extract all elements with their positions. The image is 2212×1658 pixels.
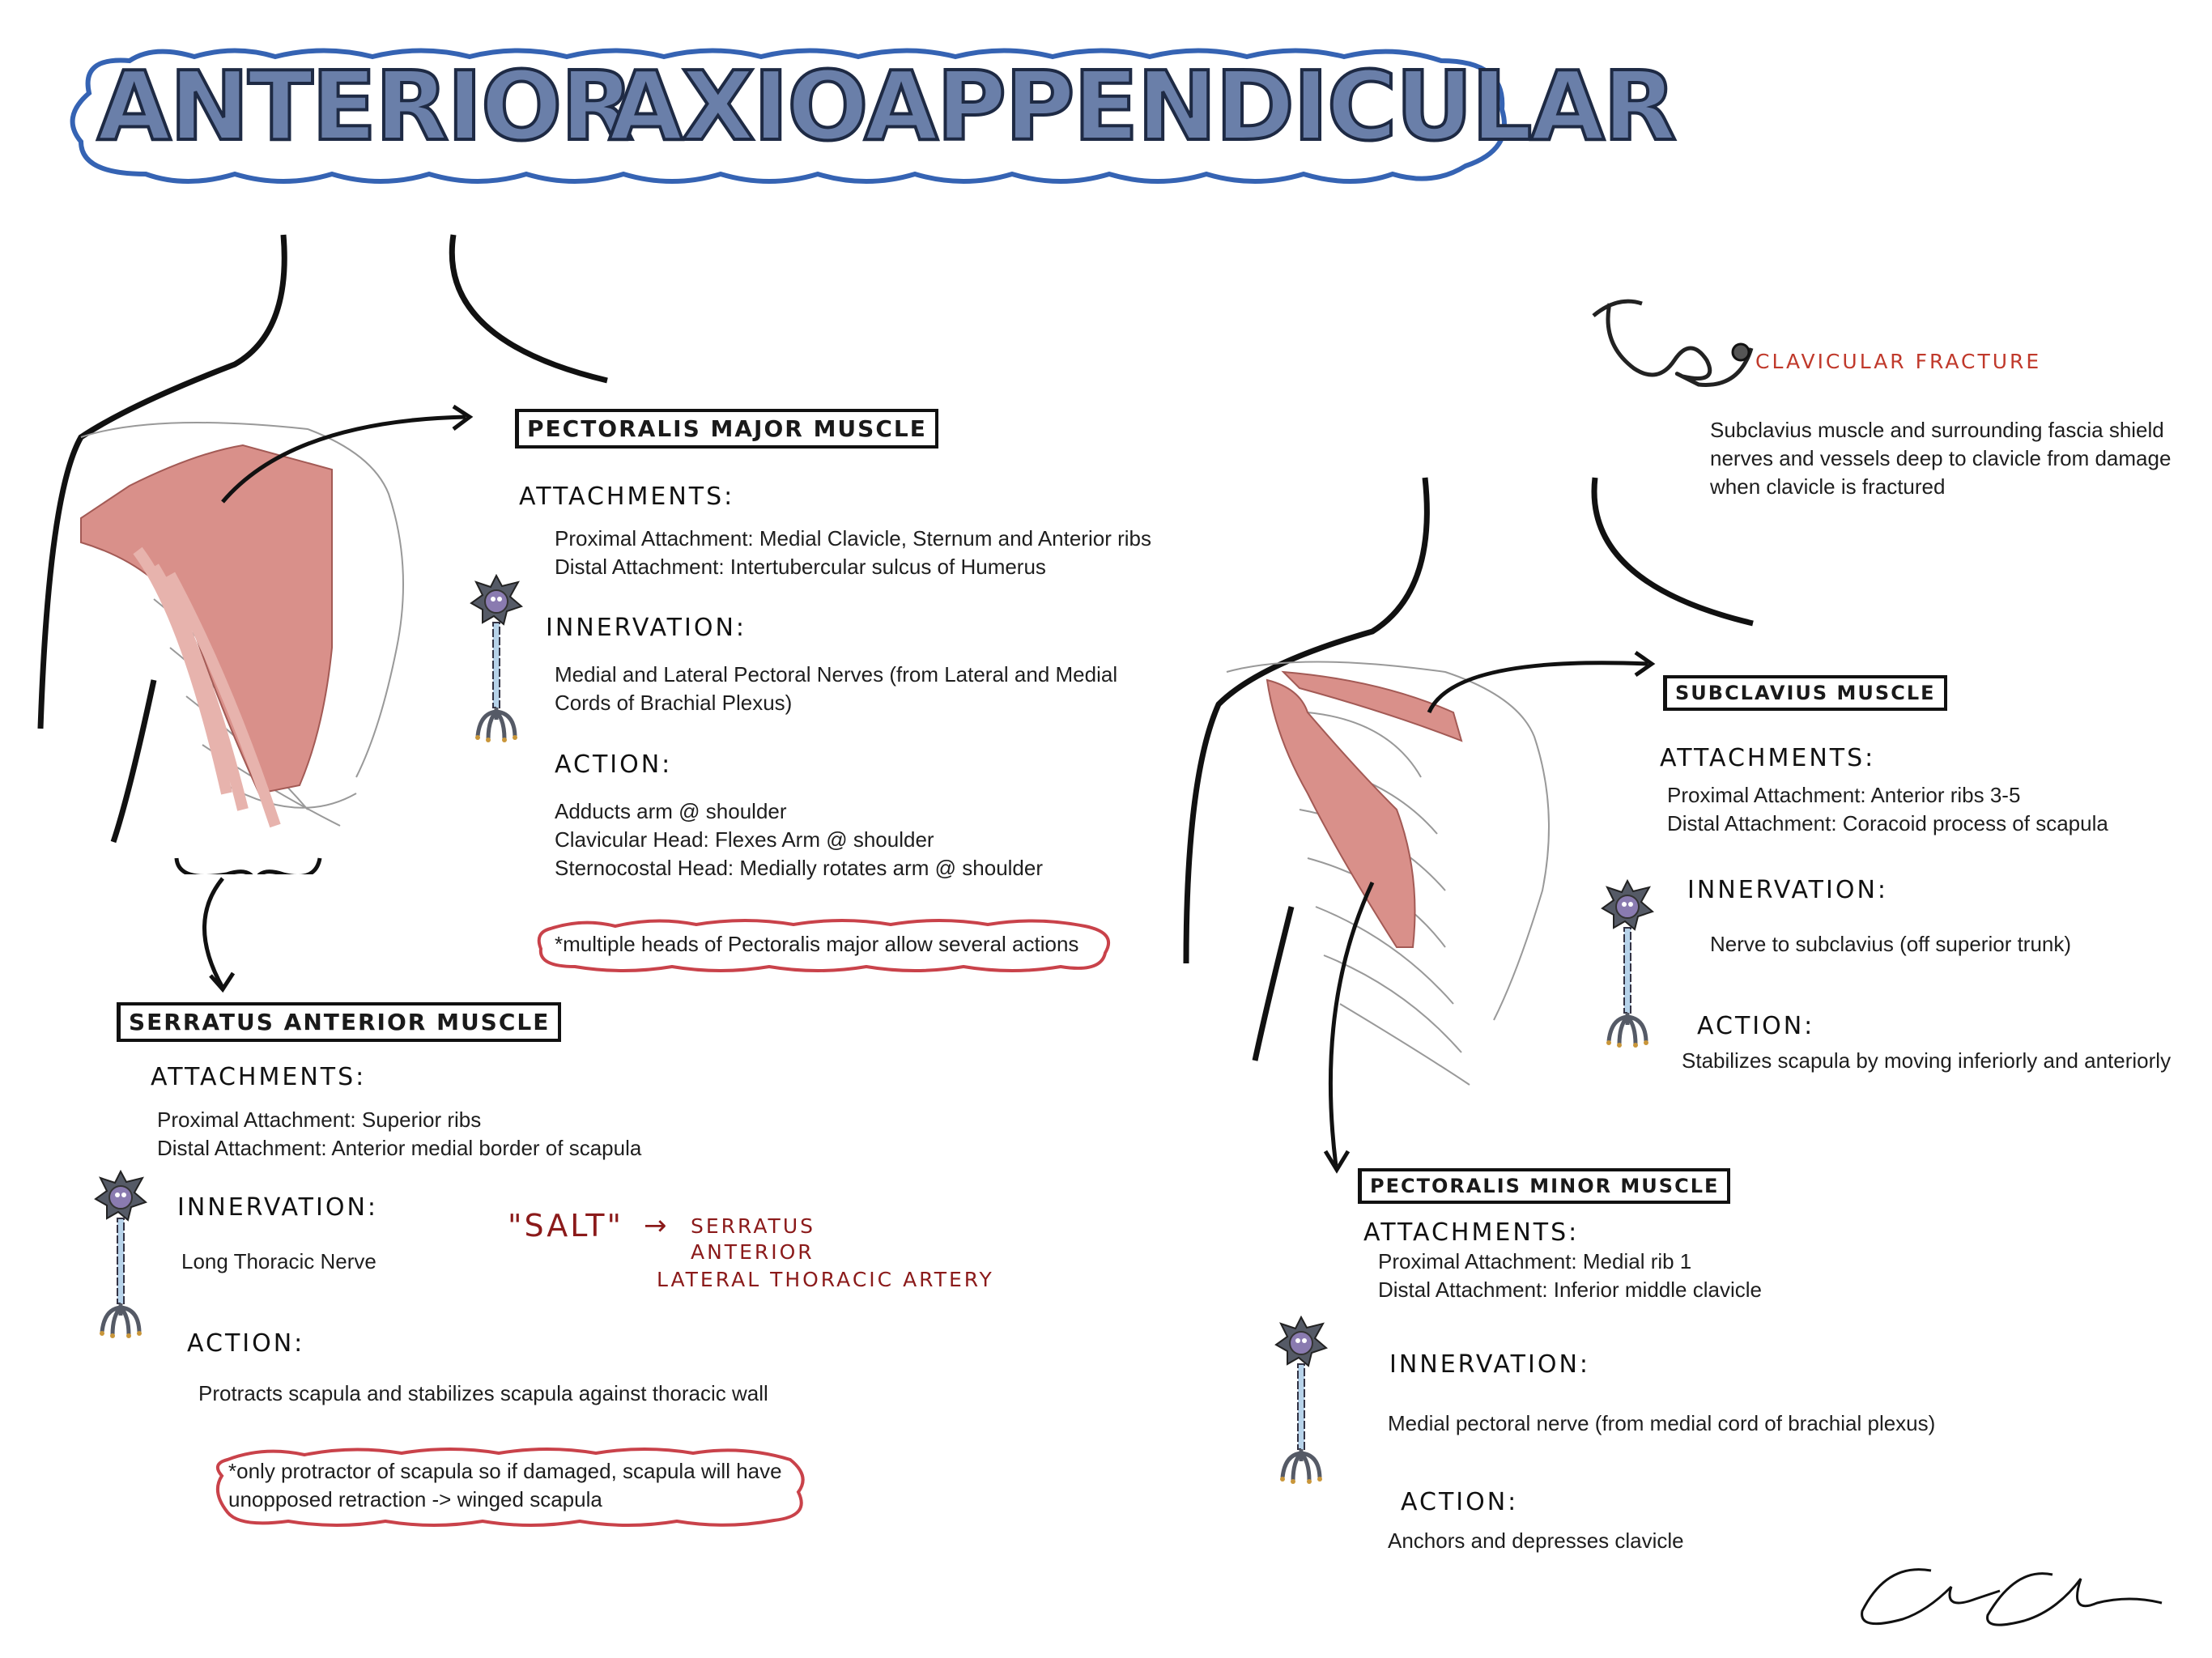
signature — [1854, 1554, 2178, 1635]
pect-minor-proximal: Proximal Attachment: Medial rib 1 — [1378, 1249, 1692, 1273]
neuron-icon — [468, 574, 525, 744]
pectoralis-major-muscle — [81, 445, 332, 793]
arrow-to-serratus — [186, 874, 251, 996]
subclavius-header: SUBCLAVIUS MUSCLE — [1663, 675, 1947, 711]
pect-minor-action: Anchors and depresses clavicle — [1388, 1528, 1684, 1553]
pect-major-action-line: Sternocostal Head: Medially rotates arm @ shoulder — [555, 856, 1044, 880]
subclavius-innervation-heading: INNERVATION: — [1687, 876, 1889, 904]
pectoralis-major-illustration — [32, 227, 615, 874]
pect-major-innervation-line: Cords of Brachial Plexus) — [555, 691, 793, 715]
subclavius-distal: Distal Attachment: Coracoid process of scapula — [1667, 811, 2108, 835]
title-word-anterior: ANTERIOR — [97, 50, 633, 162]
pect-minor-innervation: Medial pectoral nerve (from medial cord of brachial plexus) — [1388, 1411, 1936, 1435]
mnemonic-salt: "SALT" — [508, 1208, 623, 1244]
subclavius-proximal: Proximal Attachment: Anterior ribs 3-5 — [1667, 783, 2021, 807]
clinical-text-line: when clavicle is fractured — [1710, 474, 1946, 499]
arrow-to-subclavius — [1429, 663, 1648, 712]
clinical-text-line: Subclavius muscle and surrounding fascia shield — [1710, 418, 2164, 442]
subclavius-attachments-heading: ATTACHMENTS: — [1660, 744, 1876, 772]
serratus-innervation-heading: INNERVATION: — [177, 1193, 379, 1222]
neuron-icon — [1273, 1316, 1329, 1486]
serratus-note-line: *only protractor of scapula so if damaged, scapula will have — [228, 1459, 782, 1483]
pect-major-attachments-heading: ATTACHMENTS: — [519, 483, 735, 511]
mnemonic-arrow: → — [644, 1209, 670, 1242]
clinical-text-line: nerves and vessels deep to clavicle from damage — [1710, 446, 2172, 470]
serratus-note-line: unopposed retraction -> winged scapula — [228, 1487, 602, 1511]
subclavius-action: Stabilizes scapula by moving inferiorly and anteriorly — [1682, 1048, 2172, 1073]
mnemonic-line: ANTERIOR — [691, 1240, 815, 1264]
pect-major-action-line: Clavicular Head: Flexes Arm @ shoulder — [555, 827, 934, 852]
brace — [177, 858, 320, 874]
serratus-attachments-heading: ATTACHMENTS: — [151, 1063, 367, 1091]
pect-major-distal: Distal Attachment: Intertubercular sulcus of Humerus — [555, 555, 1046, 579]
neuron-icon — [92, 1170, 149, 1340]
pect-major-note: *multiple heads of Pectoralis major allow several actions — [555, 932, 1079, 956]
pect-major-innervation-line: Medial and Lateral Pectoral Nerves (from Lateral and Medial — [555, 662, 1118, 687]
serratus-innervation: Long Thoracic Nerve — [181, 1249, 376, 1273]
serratus-action: Protracts scapula and stabilizes scapula against thoracic wall — [198, 1381, 768, 1405]
pectoralis-minor-header: PECTORALIS MINOR MUSCLE — [1358, 1168, 1730, 1204]
pectoralis-major-header: PECTORALIS MAJOR MUSCLE — [515, 409, 938, 449]
serratus-distal: Distal Attachment: Anterior medial border of scapula — [157, 1136, 642, 1160]
mnemonic-line: SERRATUS — [691, 1214, 815, 1238]
neuron-icon — [1599, 879, 1656, 1049]
pect-major-proximal: Proximal Attachment: Medial Clavicle, Sternum and Anterior ribs — [555, 526, 1151, 551]
pect-minor-distal: Distal Attachment: Inferior middle clavicle — [1378, 1278, 1762, 1302]
serratus-anterior-header: SERRATUS ANTERIOR MUSCLE — [117, 1002, 561, 1042]
pect-minor-innervation-heading: INNERVATION: — [1389, 1350, 1591, 1379]
serratus-action-heading: ACTION: — [187, 1329, 305, 1358]
serratus-proximal: Proximal Attachment: Superior ribs — [157, 1107, 482, 1132]
clavicular-fracture-title: CLAVICULAR FRACTURE — [1755, 350, 2042, 373]
arrow-to-pectoralis-minor — [1330, 882, 1372, 1166]
subclavius-innervation: Nerve to subclavius (off superior trunk) — [1710, 932, 2072, 956]
title-word-axioappendicular: AXIOAPPENDICULAR — [609, 50, 1675, 162]
subclavius-action-heading: ACTION: — [1697, 1012, 1815, 1040]
pect-major-action-line: Adducts arm @ shoulder — [555, 799, 787, 823]
stethoscope-icon — [1585, 295, 1755, 397]
pect-minor-action-heading: ACTION: — [1401, 1488, 1519, 1516]
pect-minor-attachments-heading: ATTACHMENTS: — [1363, 1218, 1580, 1247]
pect-major-innervation-heading: INNERVATION: — [546, 614, 747, 642]
mnemonic-line: LATERAL THORACIC ARTERY — [657, 1268, 994, 1291]
pect-major-action-heading: ACTION: — [555, 750, 673, 779]
